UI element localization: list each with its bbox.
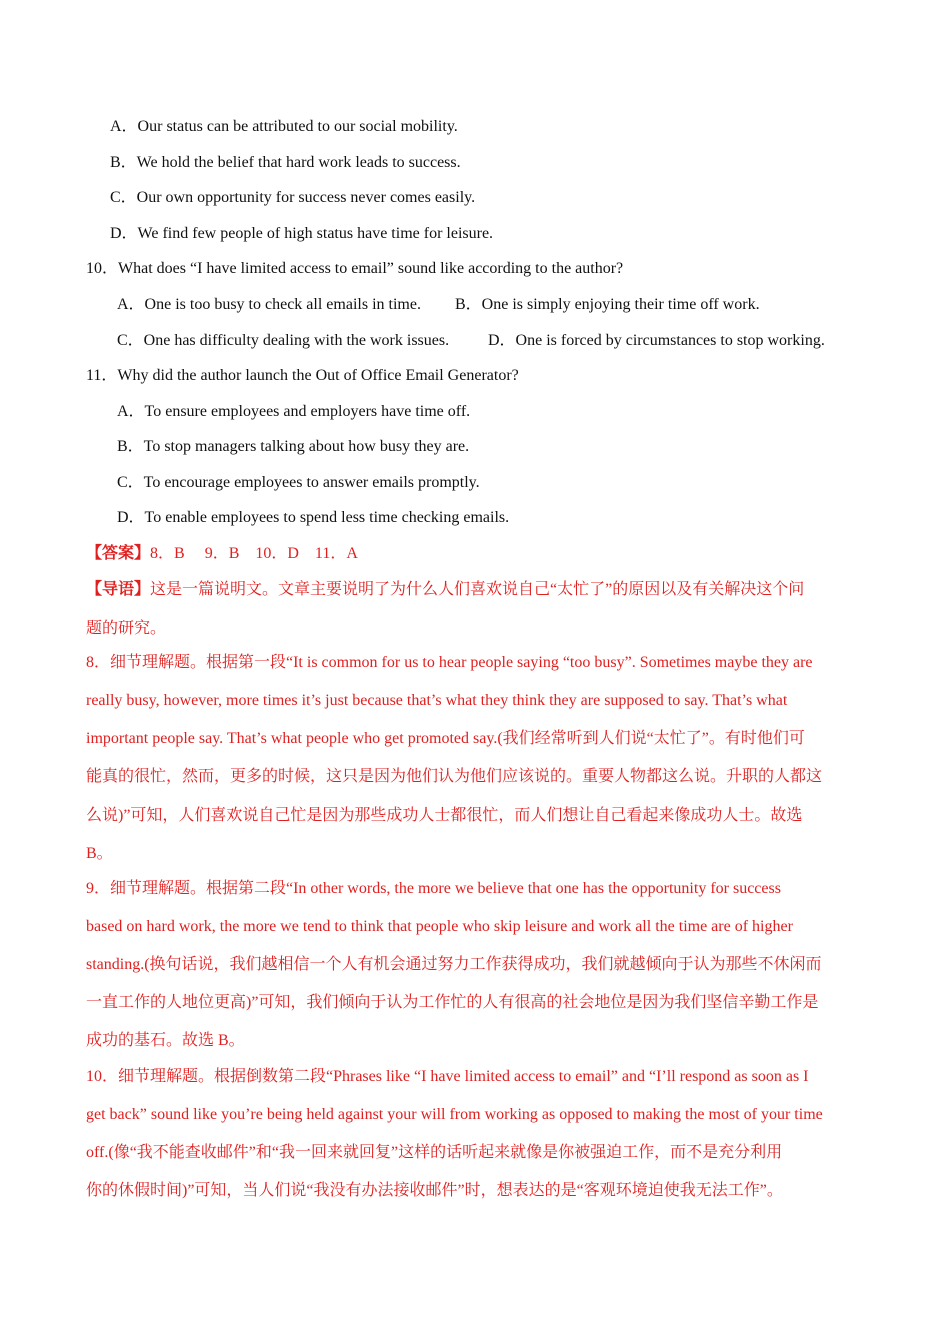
q9-option-d: D．We find few people of high status have time for leisure. bbox=[110, 225, 494, 242]
q9-option-c: C．Our own opportunity for success never comes easily. bbox=[110, 189, 476, 206]
explain8-line: 8．细节理解题。根据第一段“It is common for us to hear people saying “too busy”. Sometimes maybe they are bbox=[86, 654, 813, 671]
q11-option-a: A．To ensure employees and employers have time off. bbox=[117, 403, 471, 420]
explain10-line: off.(像“我不能查收邮件”和“我一回来就回复”这样的话听起来就像是你被强迫工作，而不是充分利用 bbox=[86, 1144, 783, 1161]
answer-text: 8．B 9．B 10．D 11．A bbox=[150, 545, 358, 562]
answer-key bbox=[86, 544, 864, 564]
explain9-line: 9．细节理解题。根据第二段“In other words, the more we believe that one has the opportunity for success bbox=[86, 880, 781, 897]
explain9-line: 成功的基石。故选 B。 bbox=[86, 1032, 245, 1049]
q10-option-b: B．One is simply enjoying their time off work. bbox=[455, 296, 760, 313]
q11-option-d: D．To enable employees to spend less time checking emails. bbox=[117, 509, 510, 526]
explain8-line: important people say. That’s what people who get promoted say.(我们经常听到人们说“太忙了”。有时他们可 bbox=[86, 730, 805, 747]
guide-line-2: 题的研究。 bbox=[86, 620, 167, 637]
q10-options-row2 bbox=[117, 331, 864, 351]
explain8-line: 能真的很忙，然而，更多的时候，这只是因为他们认为他们应该说的。重要人物都这么说。升职的人都这 bbox=[86, 768, 823, 785]
q11-stem: 11．Why did the author launch the Out of Office Email Generator? bbox=[86, 367, 519, 384]
q9-option-a: A．Our status can be attributed to our social mobility. bbox=[110, 118, 458, 135]
explain9-line: standing.(换句话说，我们越相信一个人有机会通过努力工作获得成功，我们就越倾向于认为那些不休闲而 bbox=[86, 956, 822, 973]
answer-label: 【答案】 bbox=[86, 545, 151, 562]
q10-option-d: D．One is forced by circumstances to stop working. bbox=[488, 332, 825, 349]
explain10-line: 你的休假时间)”可知，当人们说“我没有办法接收邮件”时，想表达的是“客观环境迫使我无法工作”。 bbox=[86, 1182, 783, 1199]
explain10-line: get back” sound like you’re being held against your will from working as opposed to making the most of your time bbox=[86, 1106, 823, 1123]
explain8-line: 么说)”可知，人们喜欢说自己忙是因为那些成功人士都很忙，而人们想让自己看起来像成功人士。故选 bbox=[86, 807, 803, 824]
q11-option-b: B．To stop managers talking about how busy they are. bbox=[117, 438, 470, 455]
q10-option-a: A．One is too busy to check all emails in time. bbox=[117, 296, 421, 313]
q9-option-b: B．We hold the belief that hard work leads to success. bbox=[110, 154, 461, 171]
explain10-line: 10．细节理解题。根据倒数第二段“Phrases like “I have limited access to email” and “I’ll respond as soon as I bbox=[86, 1068, 809, 1085]
q10-option-c: C．One has difficulty dealing with the work issues. bbox=[117, 332, 450, 349]
guide-line-1 bbox=[86, 580, 864, 600]
q10-options-row1 bbox=[117, 295, 864, 315]
q10-stem: 10．What does “I have limited access to email” sound like according to the author? bbox=[86, 260, 624, 277]
q11-option-c: C．To encourage employees to answer emails promptly. bbox=[117, 474, 480, 491]
explain8-line: really busy, however, more times it’s just because that’s what they think they are supposed to say. That’s what bbox=[86, 692, 788, 709]
explain8-line: B。 bbox=[86, 845, 113, 862]
guide-text: 这是一篇说明文。文章主要说明了为什么人们喜欢说自己“太忙了”的原因以及有关解决这个问 bbox=[150, 581, 805, 598]
explain9-line: based on hard work, the more we tend to think that people who skip leisure and work all the time are of higher bbox=[86, 918, 793, 935]
explain9-line: 一直工作的人地位更高)”可知，我们倾向于认为工作忙的人有很高的社会地位是因为我们坚信辛勤工作是 bbox=[86, 994, 819, 1011]
guide-label: 【导语】 bbox=[86, 581, 151, 598]
